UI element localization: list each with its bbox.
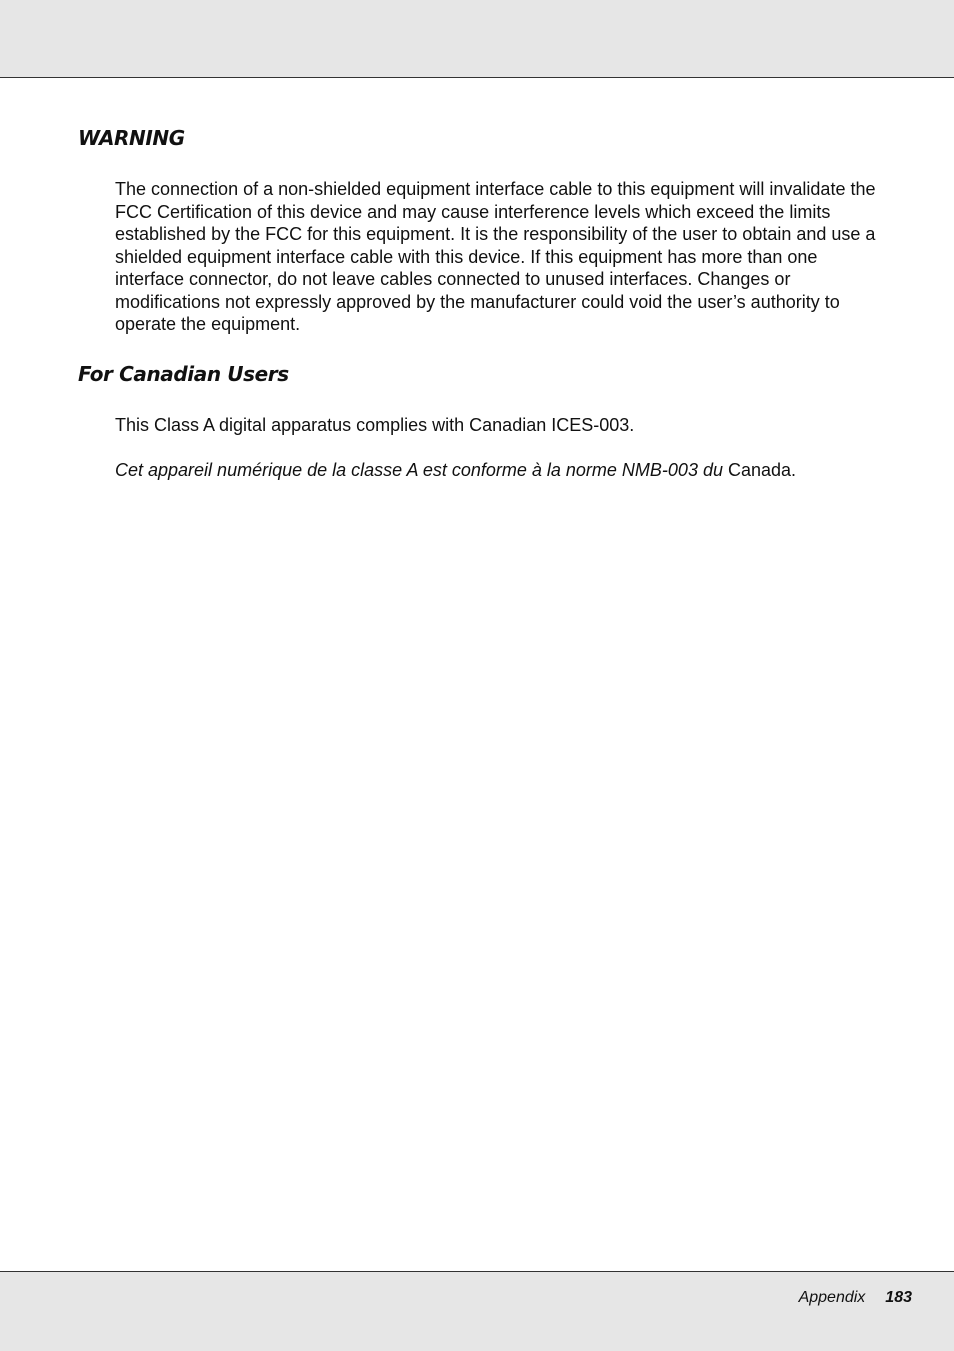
french-roman-text: Canada. [722,460,797,480]
warning-paragraph: The connection of a non-shielded equipment interface cable to this equipment will invalidate the FCC Certification of this device and may cause interference levels which exceed the limits established by the FCC for this equipment. It is the responsibility of the user to obtain and use a shielded equipment interface cable with this device. If this equipment has more than one interface connector, do not leave cables connected to unused interfaces. Changes or modifications not expressly approved by the manufacturer could void the user’s authority to operate the equipment. [115,179,876,334]
page-header-band [0,0,954,78]
footer-section-name: Appendix [798,1289,866,1306]
section-heading-warning: WARNING [78,126,185,150]
section-heading-canadian-users: For Canadian Users [78,362,289,386]
page-footer-band [0,1271,954,1351]
french-italic-text: Cet appareil numérique de la classe A est conforme à la norme NMB-003 du [115,460,723,480]
ices-compliance-paragraph: This Class A digital apparatus complies with Canadian ICES-003. [115,415,635,435]
french-compliance-paragraph [115,459,885,482]
page-footer [799,1289,912,1307]
footer-page-number: 183 [885,1289,912,1306]
